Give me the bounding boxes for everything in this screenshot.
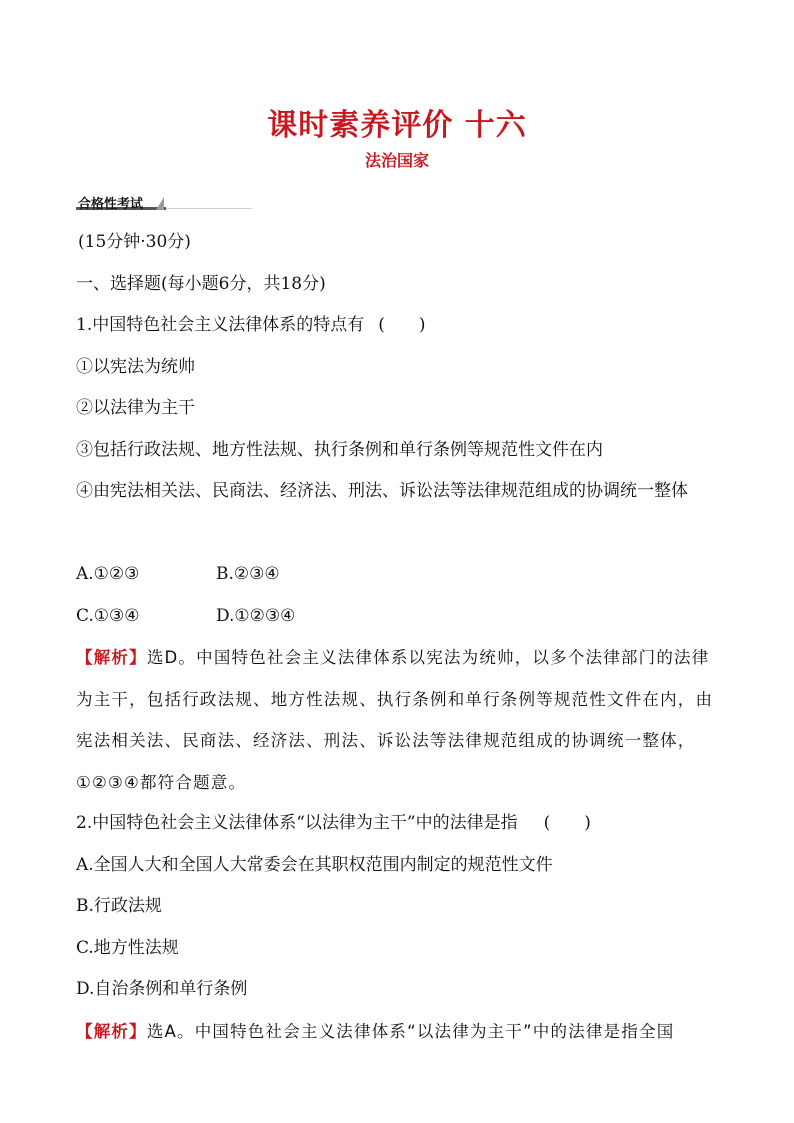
analysis-text: 选A。中国特色社会主义法律体系“以法律为主干”中的法律是指全国 [146, 1021, 675, 1041]
question-stem-text: 2.中国特色社会主义法律体系“以法律为主干”中的法律是指 [76, 813, 518, 833]
option-d: D.自治条例和单行条例 [76, 979, 248, 999]
option-a: A.全国人大和全国人大常委会在其职权范围内制定的规范性文件 [76, 854, 553, 875]
answer-paren: ( ) [378, 315, 426, 335]
list-item: ①以宪法为统帅 [76, 356, 195, 377]
list-item: ②以法律为主干 [76, 398, 195, 418]
list-item: ③包括行政法规、地方性法规、执行条例和单行条例等规范性文件在内 [76, 439, 603, 460]
section-label: 合格性考试 [78, 197, 144, 212]
time-score: (15分钟·30分) [78, 232, 191, 252]
page-subtitle: 法治国家 [364, 151, 429, 170]
option-d: D.①②③④ [216, 605, 296, 626]
option-b: B.行政法规 [76, 896, 162, 916]
question-1-stem [76, 305, 726, 347]
list-item: ④由宪法相关法、民商法、经济法、刑法、诉讼法等法律规范组成的协调统一整体 [76, 481, 688, 501]
analysis-tag: 【解析】 [76, 1021, 147, 1041]
options-row [76, 554, 726, 596]
question-stem-text: 1.中国特色社会主义法律体系的特点有 [76, 315, 365, 335]
analysis-1 [76, 637, 726, 803]
option-c: C.地方性法规 [76, 937, 179, 958]
analysis-2 [76, 1011, 726, 1053]
question-2-stem [76, 803, 726, 845]
options-row [76, 596, 726, 638]
analysis-tag: 【解析】 [76, 648, 147, 667]
section-rule [166, 208, 252, 209]
option-a: A.①②③ [76, 564, 140, 584]
content [76, 222, 726, 1052]
section-tab [76, 193, 252, 211]
answer-paren: ( ) [543, 813, 591, 833]
analysis-text: 选D。中国特色社会主义法律体系以宪法为统帅，以多个法律部门的法律为主干，包括行政法规、地方性法规、执行条例和单行条例等规范性文件在内，由宪法相关法、民商法、经济法、刑法、诉讼法等法律规范组成的协调统一整体，①②③④都符合题意。 [76, 648, 714, 792]
option-b: B.②③④ [216, 564, 280, 584]
page-title: 课时素养评价 十六 [267, 108, 527, 143]
section-wedge [156, 197, 164, 210]
part-heading: 一、选择题(每小题6分，共18分) [76, 273, 326, 294]
option-c: C.①③④ [76, 605, 140, 626]
